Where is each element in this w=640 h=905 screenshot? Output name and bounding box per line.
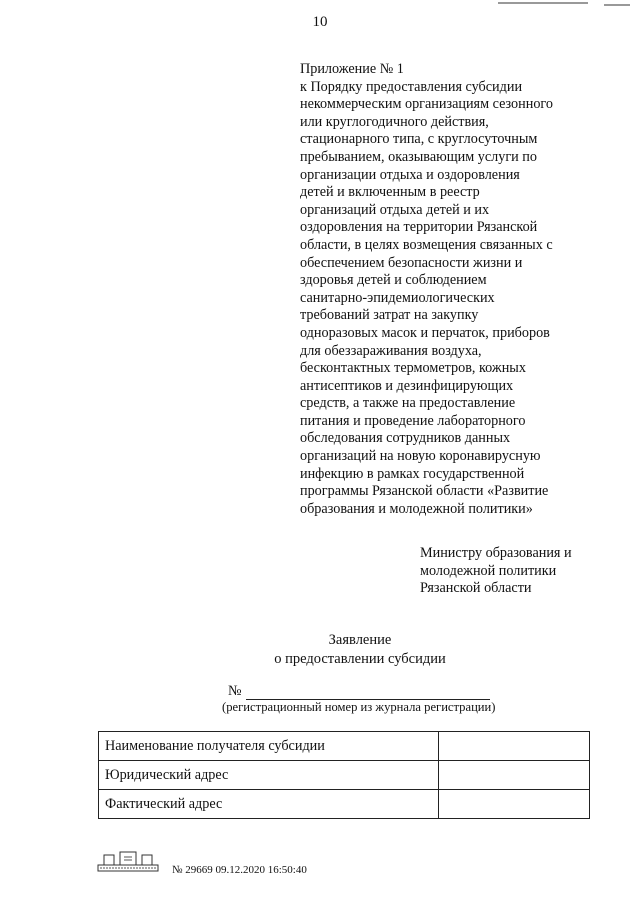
scan-artifact (604, 4, 630, 6)
appendix-line: детей и включенным в реестр (300, 184, 480, 201)
appendix-line: здоровья детей и соблюдением (300, 272, 487, 289)
table-row (99, 790, 590, 819)
table-row (99, 732, 590, 761)
table-value-cell[interactable] (439, 732, 590, 761)
appendix-line: питания и проведение лабораторного (300, 412, 526, 429)
appendix-line: некоммерческим организациям сезонного (300, 96, 553, 113)
appendix-line: оздоровления на территории Рязанской (300, 219, 538, 236)
addressee-block (420, 545, 572, 598)
applicant-table (98, 731, 590, 819)
appendix-line: обеспечением безопасности жизни и (300, 254, 523, 271)
appendix-line: или круглогодичного действия, (300, 113, 489, 130)
appendix-line: пребыванием, оказывающим услуги по (300, 148, 537, 165)
document-registration-footer: № 29669 09.12.2020 16:50:40 (172, 864, 307, 876)
addressee-line: Министру образования и (420, 545, 572, 561)
title-line-2: о предоставлении субсидии (274, 651, 446, 667)
appendix-block (300, 61, 600, 518)
appendix-line: организаций на новую коронавирусную (300, 448, 541, 465)
registration-number-row (228, 683, 490, 700)
appendix-line: обследования сотрудников данных (300, 430, 511, 447)
appendix-line: инфекцию в рамках государственной (300, 465, 525, 482)
table-value-cell[interactable] (439, 761, 590, 790)
appendix-line: требований затрат на закупку (300, 307, 479, 324)
table-value-cell[interactable] (439, 790, 590, 819)
addressee-line: молодежной политики (420, 562, 557, 579)
appendix-line: антисептиков и дезинфицирующих (300, 377, 514, 394)
appendix-line: программы Рязанской области «Развитие (300, 483, 549, 500)
appendix-line: Приложение № 1 (300, 61, 404, 77)
appendix-line: стационарного типа, с круглосуточным (300, 131, 538, 148)
appendix-line: области, в целях возмещения связанных с (300, 236, 553, 253)
number-sign: № (228, 683, 242, 699)
table-label-cell: Наименование получателя субсидии (99, 732, 439, 761)
appendix-line: организации отдыха и оздоровления (300, 166, 520, 183)
appendix-line: к Порядку предоставления субсидии (300, 78, 523, 95)
table-row (99, 761, 590, 790)
title-line-1: Заявление (328, 632, 392, 648)
appendix-line: санитарно-эпидемиологических (300, 289, 495, 306)
page-number: 10 (312, 14, 328, 30)
appendix-line: одноразовых масок и перчаток, приборов (300, 324, 550, 341)
appendix-line: образования и молодежной политики» (300, 500, 533, 517)
document-title (0, 631, 640, 669)
appendix-line: для обеззараживания воздуха, (300, 342, 482, 359)
table-label-cell: Фактический адрес (99, 790, 439, 819)
stamp-icon (96, 849, 160, 873)
addressee-line: Рязанской области (420, 580, 532, 597)
registration-number-blank[interactable] (246, 685, 490, 700)
registration-caption: (регистрационный номер из журнала регистрации) (222, 700, 496, 714)
appendix-line: средств, а также на предоставление (300, 395, 516, 412)
appendix-line: организаций отдыха детей и их (300, 201, 490, 218)
appendix-line: бесконтактных термометров, кожных (300, 360, 526, 377)
scan-artifact (498, 2, 588, 4)
table-label-cell: Юридический адрес (99, 761, 439, 790)
